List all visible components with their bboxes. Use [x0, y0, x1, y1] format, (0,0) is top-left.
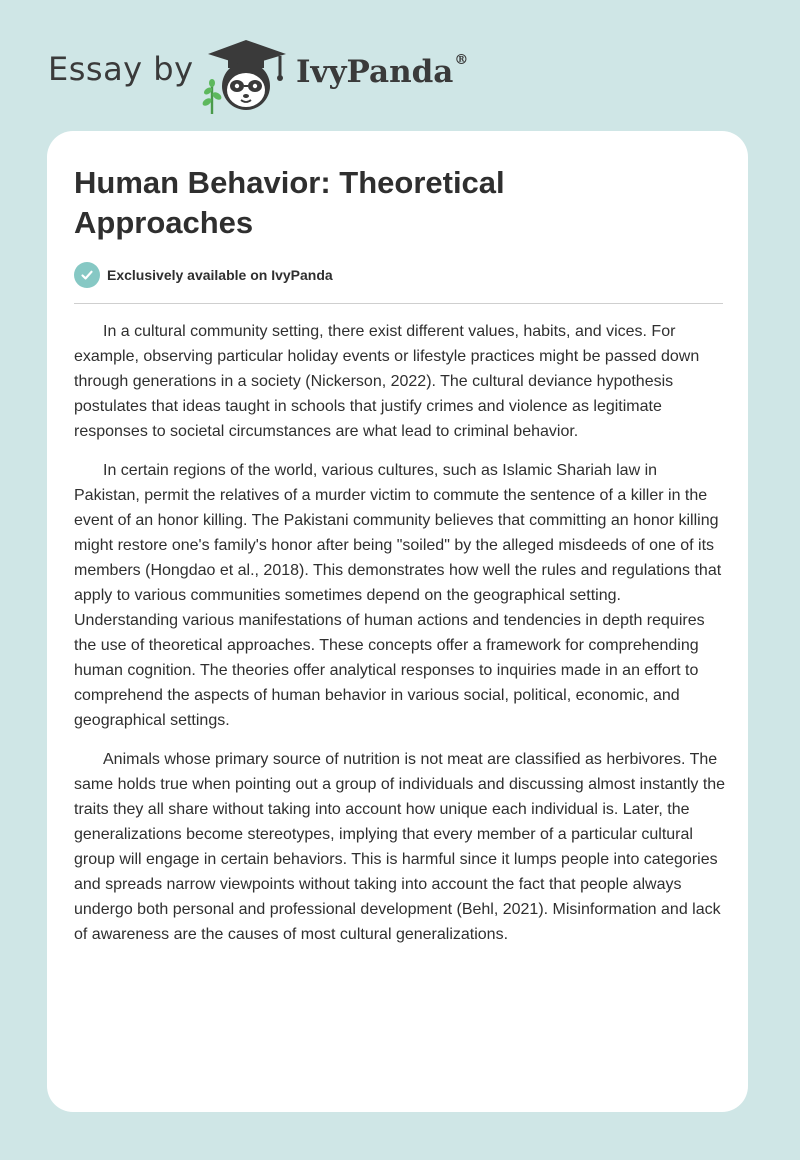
check-icon: [74, 262, 100, 288]
paragraph: Animals whose primary source of nutrition is not meat are classified as herbivores. The same holds true when pointing out a group of individuals and discussing almost instantly the traits they all share without taking into account how unique each individual is. Later, the generalizations become stereotypes, implying that every member of a particular cultural group will engage in certain behaviors. This is harmful since it lumps people into categories and spreads narrow viewpoints without taking into account the fact that people always undergo both personal and professional development (Behl, 2021). Misinformation and lack of awareness are the causes of most cultural generalizations.: [74, 751, 726, 943]
essay-by-label: Essay by: [48, 50, 194, 88]
brand-name-text: IvyPanda: [296, 54, 454, 90]
registered-mark: ®: [454, 52, 469, 68]
paragraph: In a cultural community setting, there exist different values, habits, and vices. For example, observing particular holiday events or lifestyle practices might be passed down through generations in a society (Nickerson, 2022). The cultural deviance hypothesis postulates that ideas taught in schools that justify crimes and violence as legitimate responses to societal circumstances are what lead to criminal behavior.: [74, 323, 700, 440]
exclusive-label: Exclusively available on IvyPanda: [107, 267, 333, 283]
site-header: [48, 30, 548, 110]
essay-body: [74, 319, 726, 961]
exclusive-badge: [74, 262, 333, 288]
divider: [74, 303, 723, 304]
paragraph: In certain regions of the world, various cultures, such as Islamic Shariah law in Pakistan, permit the relatives of a murder victim to commute the sentence of a killer in the event of an honor killing. The Pakistani community believes that committing an honor killing might restore one's family's honor after being "soiled" by the alleged misdeeds of one of its members (Hongdao et al., 2018). This demonstrates how well the rules and regulations that apply to various communities sometimes depend on the geographical setting. Understanding various manifestations of human actions and tendencies in depth requires the use of theoretical approaches. These concepts offer a framework for comprehending human cognition. The theories offer analytical responses to inquiries made in an effort to comprehend the aspects of human behavior in various social, political, economic, and geographical settings.: [74, 462, 722, 729]
brand-name[interactable]: [296, 54, 468, 90]
panda-graduate-logo-icon[interactable]: [198, 36, 290, 114]
essay-card: [47, 131, 748, 1112]
essay-title: Human Behavior: Theoretical Approaches: [74, 165, 505, 240]
